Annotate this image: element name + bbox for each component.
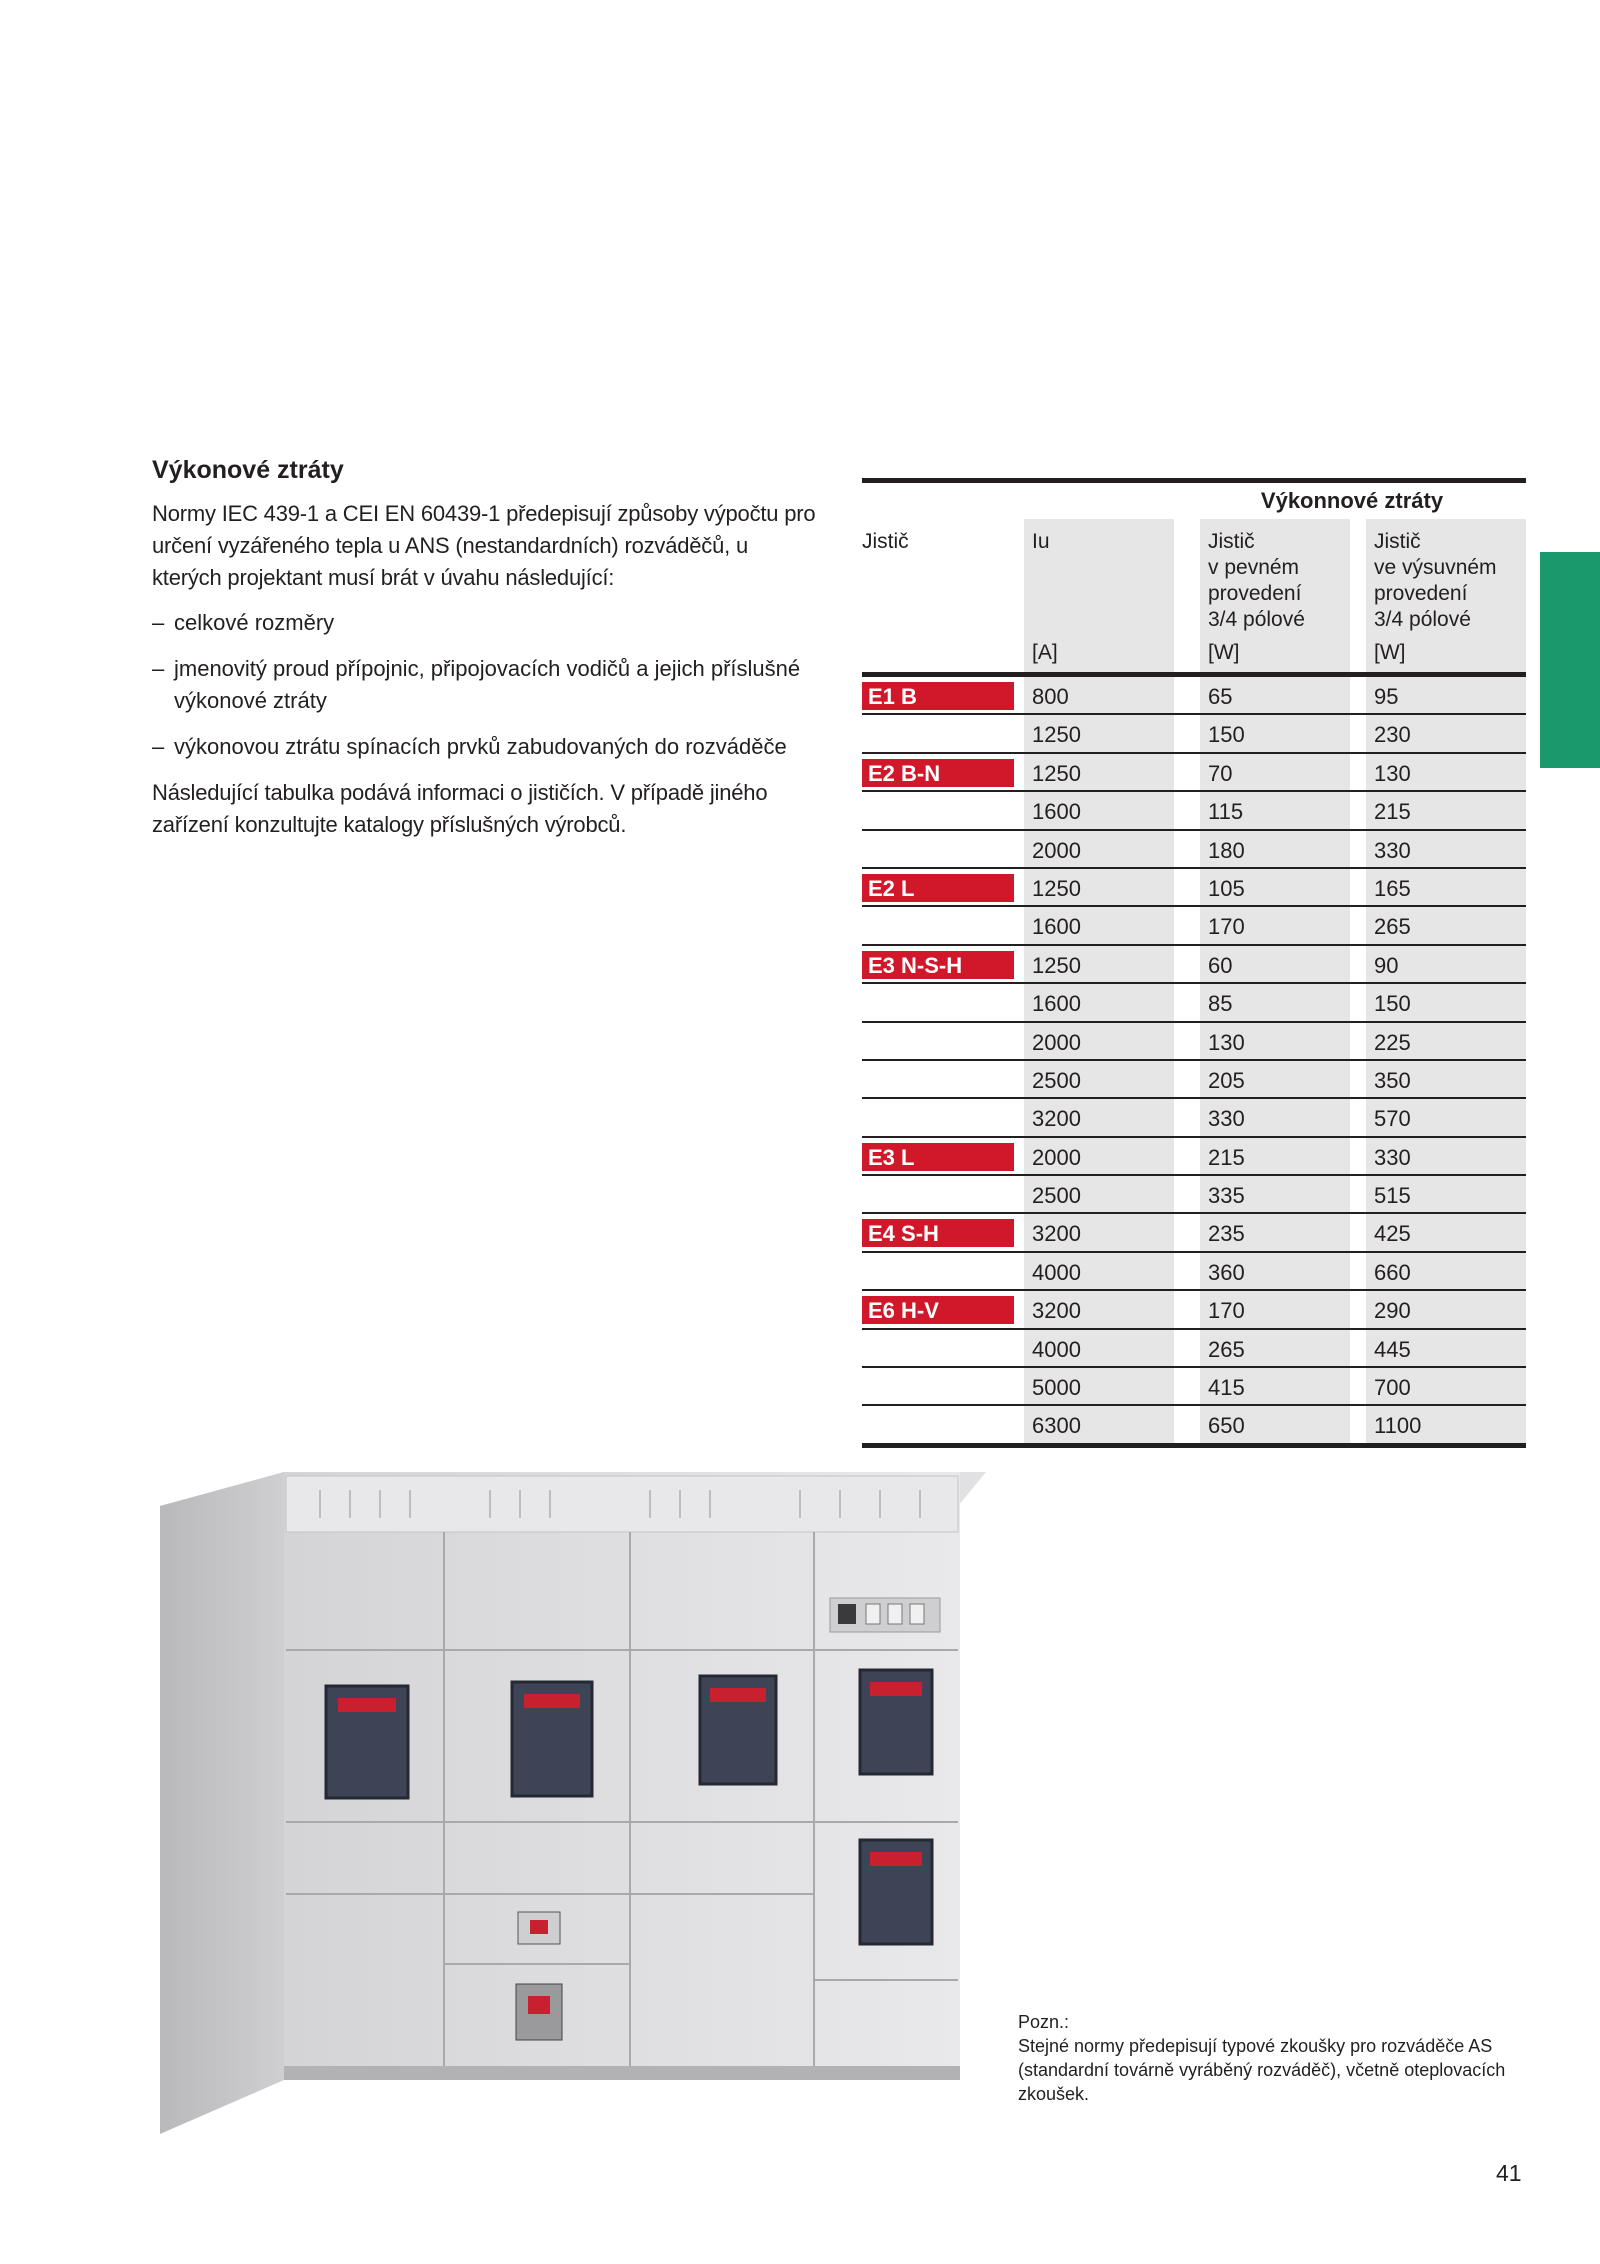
table-row	[862, 677, 1526, 715]
cell-model	[862, 1330, 1022, 1366]
cell-withdrawable-loss: 215	[1366, 792, 1526, 828]
table-header	[862, 519, 1526, 672]
outro-paragraph: Následující tabulka podává informaci o jističích. V případě jiného zařízení konzultujte katalogy příslušných výrobců.	[152, 780, 768, 837]
cell-fixed-loss: 85	[1200, 984, 1350, 1020]
cell-model	[862, 1138, 1022, 1174]
table-caption: Výkonnové ztráty	[1260, 488, 1444, 513]
table-row	[862, 831, 1526, 869]
table-row	[862, 946, 1526, 984]
breaker-model-badge: E2 L	[862, 874, 1014, 902]
cell-model	[862, 1176, 1022, 1212]
cell-model	[862, 1368, 1022, 1404]
cell-withdrawable-loss: 290	[1366, 1291, 1526, 1327]
table-row	[862, 792, 1526, 830]
cell-withdrawable-loss: 150	[1366, 984, 1526, 1020]
cell-model	[862, 946, 1022, 982]
cell-iu: 1250	[1024, 869, 1174, 905]
cell-iu: 4000	[1024, 1253, 1174, 1289]
cell-withdrawable-loss: 700	[1366, 1368, 1526, 1404]
cell-model	[862, 907, 1022, 943]
table-row	[862, 1291, 1526, 1329]
cell-fixed-loss: 330	[1200, 1099, 1350, 1135]
breaker-model-badge: E2 B-N	[862, 759, 1014, 787]
cell-model	[862, 754, 1022, 790]
cell-model	[862, 831, 1022, 867]
cell-model	[862, 984, 1022, 1020]
cell-fixed-loss: 235	[1200, 1214, 1350, 1250]
cell-fixed-loss: 335	[1200, 1176, 1350, 1212]
cell-iu: 1250	[1024, 946, 1174, 982]
table-row	[862, 1176, 1526, 1214]
cell-fixed-loss: 60	[1200, 946, 1350, 982]
unit-amps: [A]	[1032, 641, 1058, 664]
section-title: Výkonové ztráty	[152, 456, 344, 484]
cell-iu: 1600	[1024, 984, 1174, 1020]
unit-watts: [W]	[1208, 641, 1240, 664]
cell-withdrawable-loss: 330	[1366, 1138, 1526, 1174]
cell-iu: 1600	[1024, 792, 1174, 828]
cell-iu: 3200	[1024, 1291, 1174, 1327]
cell-model	[862, 1214, 1022, 1250]
table-row	[862, 1138, 1526, 1176]
header-fixed: Jistič v pevném provedení 3/4 pólové [W]	[1200, 519, 1350, 672]
cell-fixed-loss: 650	[1200, 1406, 1350, 1442]
table-row	[862, 1061, 1526, 1099]
cell-model	[862, 1061, 1022, 1097]
cell-model	[862, 1023, 1022, 1059]
table-row	[862, 1406, 1526, 1447]
cell-model	[862, 792, 1022, 828]
cell-fixed-loss: 170	[1200, 1291, 1350, 1327]
table-row	[862, 1253, 1526, 1291]
list-item: – celkové rozměry	[152, 610, 335, 635]
table-row	[862, 1214, 1526, 1252]
cell-iu: 5000	[1024, 1368, 1174, 1404]
cell-fixed-loss: 115	[1200, 792, 1350, 828]
cell-withdrawable-loss: 445	[1366, 1330, 1526, 1366]
table-row	[862, 715, 1526, 753]
cell-iu: 2000	[1024, 831, 1174, 867]
cell-model	[862, 1291, 1022, 1327]
cell-model	[862, 677, 1022, 713]
breaker-model-badge: E3 N-S-H	[862, 951, 1014, 979]
table-row	[862, 754, 1526, 792]
cell-withdrawable-loss: 515	[1366, 1176, 1526, 1212]
cell-fixed-loss: 265	[1200, 1330, 1350, 1366]
cell-withdrawable-loss: 230	[1366, 715, 1526, 751]
cell-model	[862, 1099, 1022, 1135]
list-item: – výkonovou ztrátu spínacích prvků zabudovaných do rozváděče	[152, 734, 787, 759]
cell-fixed-loss: 70	[1200, 754, 1350, 790]
cell-withdrawable-loss: 265	[1366, 907, 1526, 943]
breaker-model-badge: E4 S-H	[862, 1219, 1014, 1247]
cell-fixed-loss: 180	[1200, 831, 1350, 867]
cell-iu: 3200	[1024, 1214, 1174, 1250]
cell-model	[862, 1253, 1022, 1289]
header-breaker: Jistič	[862, 530, 909, 553]
header-iu: Iu [A]	[1024, 519, 1174, 672]
cell-fixed-loss: 415	[1200, 1368, 1350, 1404]
cell-fixed-loss: 360	[1200, 1253, 1350, 1289]
table-row	[862, 1099, 1526, 1137]
cell-fixed-loss: 130	[1200, 1023, 1350, 1059]
note-label: Pozn.:	[1018, 2012, 1070, 2032]
header-withdrawable: Jistič ve výsuvném provedení 3/4 pólové [W]	[1366, 519, 1526, 672]
footnote	[1018, 2010, 1538, 2106]
cell-fixed-loss: 205	[1200, 1061, 1350, 1097]
cell-fixed-loss: 150	[1200, 715, 1350, 751]
text-column	[152, 452, 816, 841]
cell-withdrawable-loss: 330	[1366, 831, 1526, 867]
cell-withdrawable-loss: 350	[1366, 1061, 1526, 1097]
cell-iu: 1600	[1024, 907, 1174, 943]
cell-withdrawable-loss: 225	[1366, 1023, 1526, 1059]
table-row	[862, 1330, 1526, 1368]
table-row	[862, 984, 1526, 1022]
cell-iu: 1250	[1024, 754, 1174, 790]
cell-fixed-loss: 65	[1200, 677, 1350, 713]
intro-paragraph: Normy IEC 439-1 a CEI EN 60439-1 předepisují způsoby výpočtu pro určení vyzářeného tepla u ANS (nestandardních) rozváděčů, u kterých projektant musí brát v úvahu následující:	[152, 501, 816, 590]
note-text: Stejné normy předepisují typové zkoušky pro rozváděče AS (standardní továrně vyráběný rozváděč), včetně oteplovacích zkoušek.	[1018, 2036, 1506, 2104]
cell-iu: 800	[1024, 677, 1174, 713]
power-loss-table	[862, 478, 1526, 1448]
cell-withdrawable-loss: 425	[1366, 1214, 1526, 1250]
cell-iu: 4000	[1024, 1330, 1174, 1366]
list-item: – jmenovitý proud přípojnic, připojovacích vodičů a jejich příslušné výkonové ztráty	[152, 656, 801, 713]
cell-model	[862, 715, 1022, 751]
cell-iu: 2000	[1024, 1023, 1174, 1059]
cell-fixed-loss: 170	[1200, 907, 1350, 943]
cell-withdrawable-loss: 130	[1366, 754, 1526, 790]
cell-withdrawable-loss: 1100	[1366, 1406, 1526, 1442]
cell-withdrawable-loss: 95	[1366, 677, 1526, 713]
table-body	[862, 677, 1526, 1448]
cell-iu: 3200	[1024, 1099, 1174, 1135]
cell-withdrawable-loss: 570	[1366, 1099, 1526, 1135]
cell-model	[862, 1406, 1022, 1442]
breaker-model-badge: E6 H-V	[862, 1296, 1014, 1324]
table-row	[862, 1368, 1526, 1406]
cell-iu: 2500	[1024, 1061, 1174, 1097]
table-row	[862, 907, 1526, 945]
cell-withdrawable-loss: 165	[1366, 869, 1526, 905]
cell-withdrawable-loss: 660	[1366, 1253, 1526, 1289]
cell-fixed-loss: 105	[1200, 869, 1350, 905]
cell-iu: 1250	[1024, 715, 1174, 751]
cell-fixed-loss: 215	[1200, 1138, 1350, 1174]
requirements-list	[152, 607, 816, 763]
unit-watts: [W]	[1374, 641, 1406, 664]
table-row	[862, 869, 1526, 907]
breaker-model-badge: E3 L	[862, 1143, 1014, 1171]
page-number: 41	[1496, 2160, 1522, 2186]
breaker-model-badge: E1 B	[862, 682, 1014, 710]
cell-iu: 2000	[1024, 1138, 1174, 1174]
switchgear-illustration	[150, 1470, 990, 2138]
section-tab-marker	[1540, 552, 1600, 768]
cell-withdrawable-loss: 90	[1366, 946, 1526, 982]
table-row	[862, 1023, 1526, 1061]
cell-iu: 6300	[1024, 1406, 1174, 1442]
cell-iu: 2500	[1024, 1176, 1174, 1212]
cell-model	[862, 869, 1022, 905]
